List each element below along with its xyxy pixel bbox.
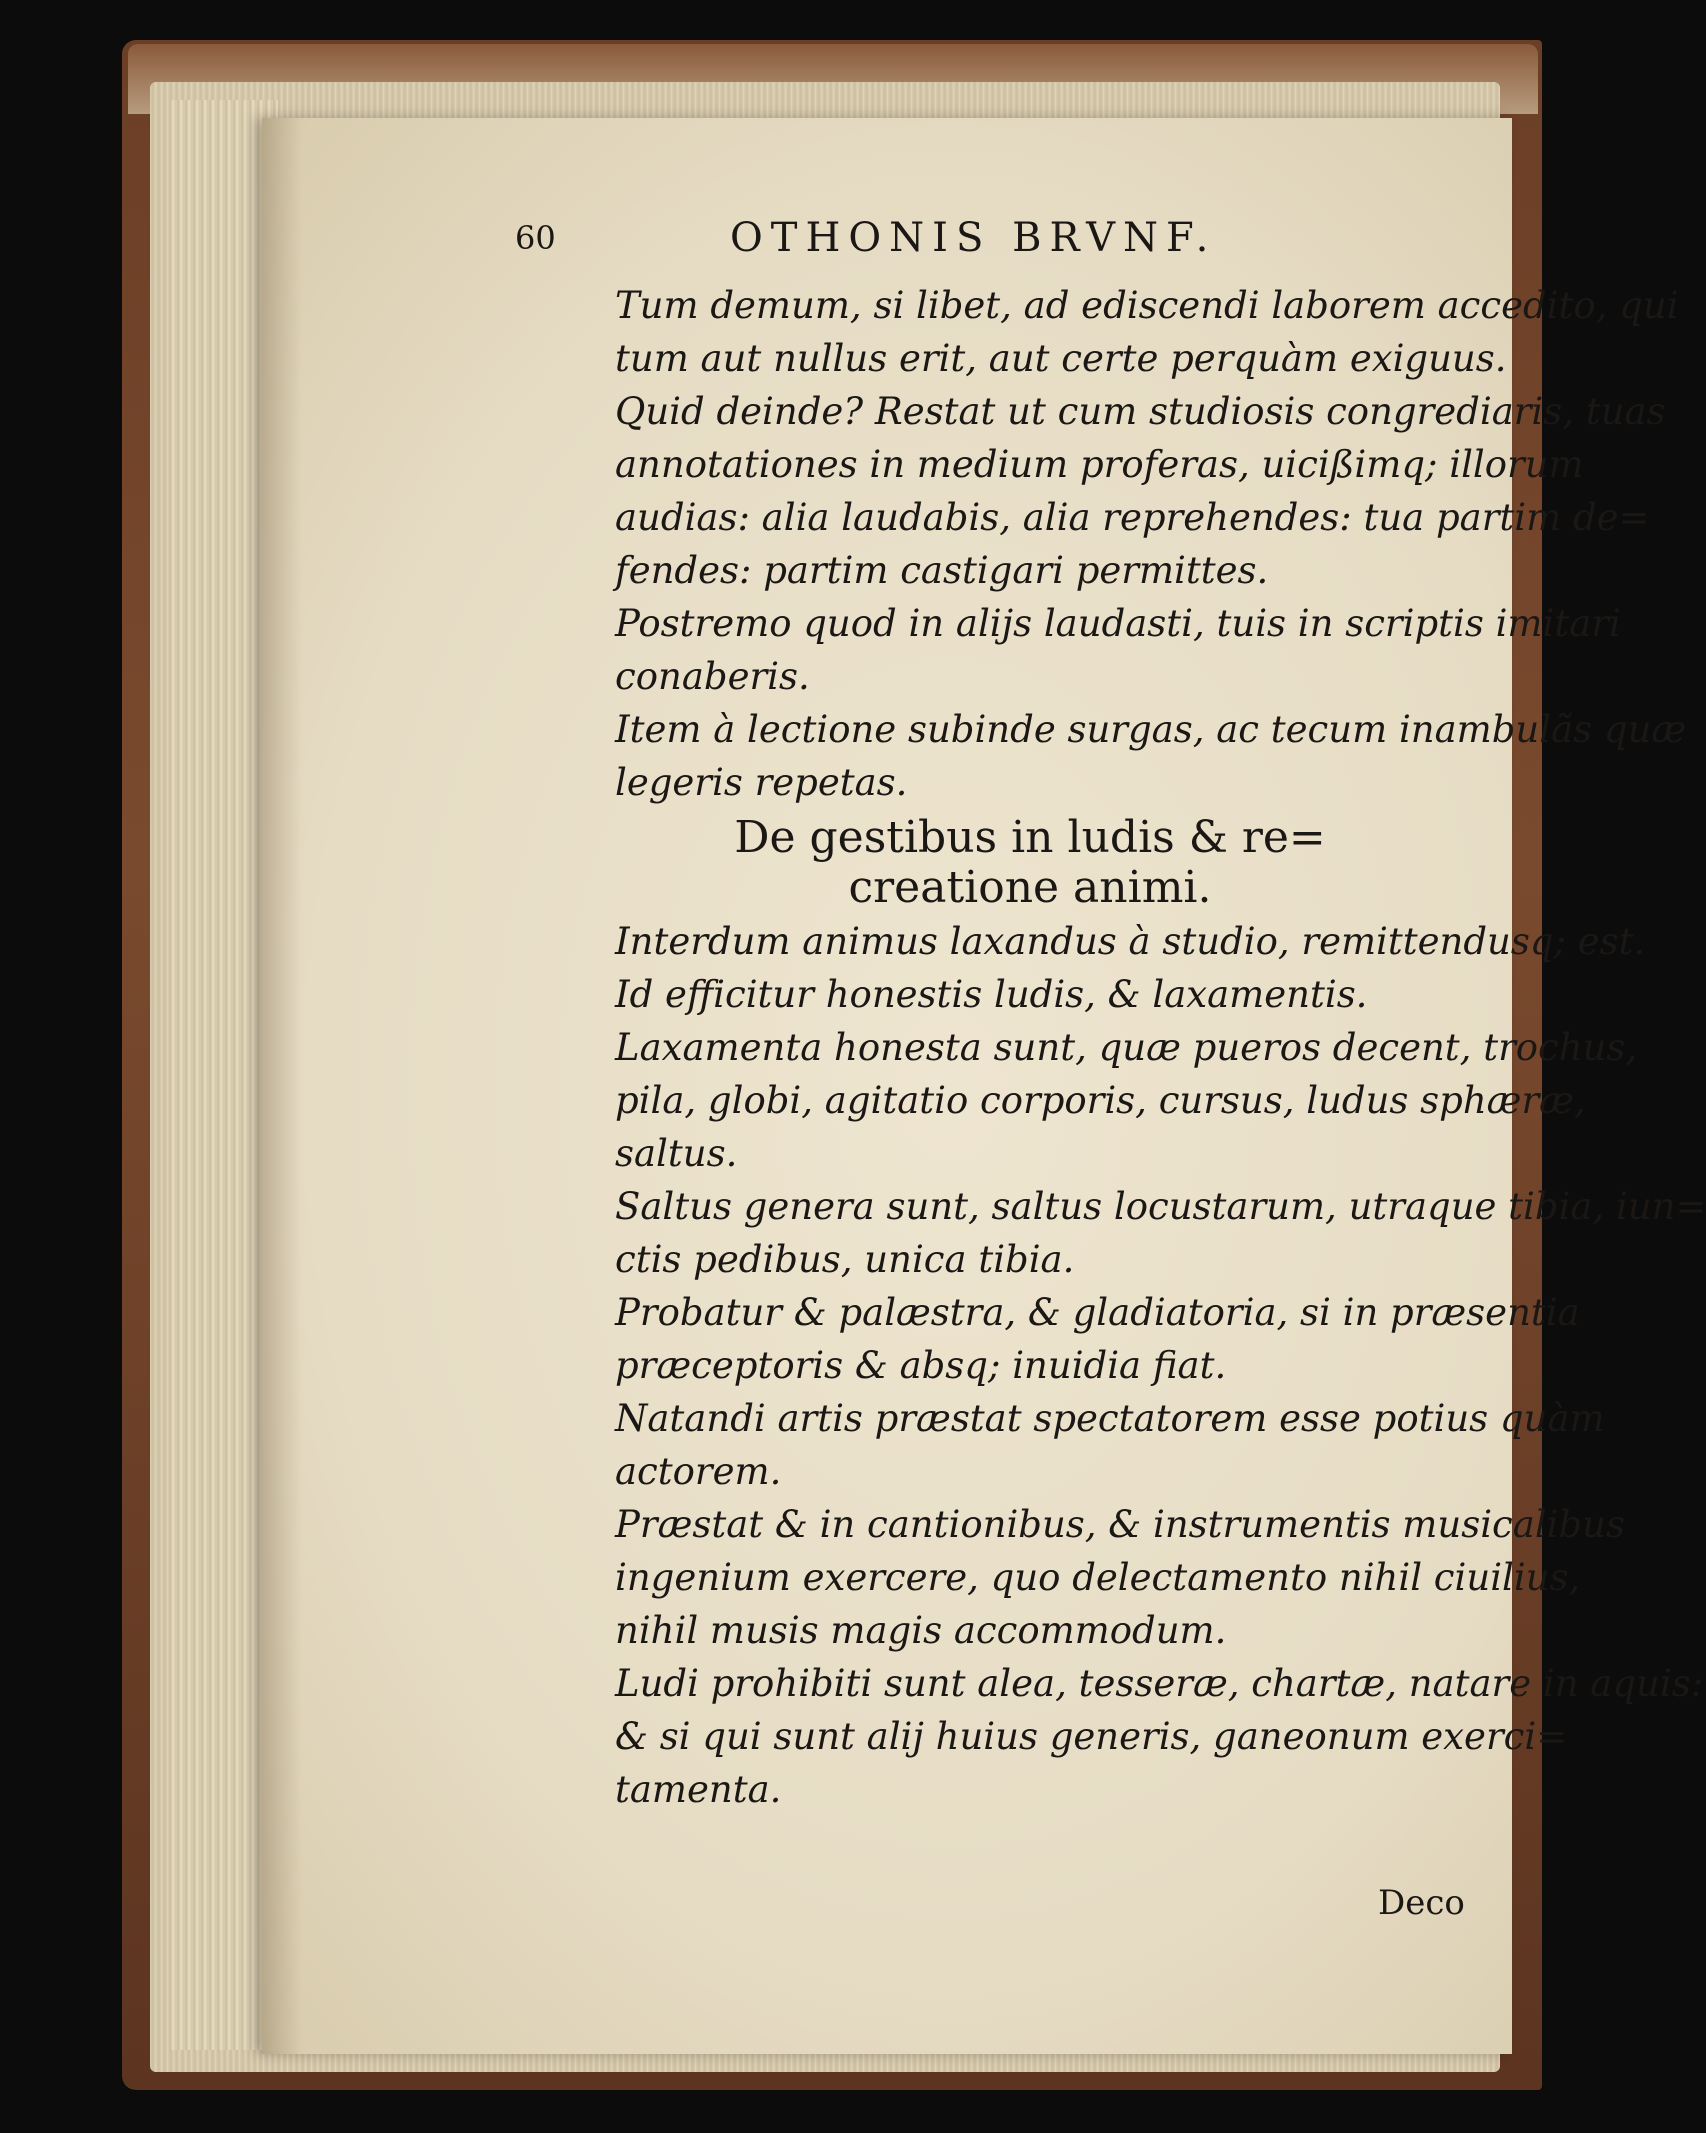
paragraph (310, 1498, 1625, 1657)
paragraph (310, 915, 1646, 968)
text-line: ingenium exercere, quo delectamento nihil ciuilius, (615, 1556, 1581, 1599)
section-heading (310, 813, 1445, 913)
page-gutter-shadow (262, 118, 302, 2054)
text-line: Natandi artis præstat spectatorem esse potius quàm (615, 1397, 1605, 1440)
text-line: Laxamenta honesta sunt, quæ pueros decent, trochus, (615, 1026, 1638, 1069)
paragraph (310, 1180, 1706, 1286)
text-line: Postremo quod in alijs laudasti, tuis in scriptis imitari (615, 602, 1621, 645)
running-title: OTHONIS BRVNF. (730, 215, 1217, 261)
text-line: saltus. (615, 1132, 738, 1175)
catchword: Deco (1378, 1883, 1465, 1923)
heading-line: De gestibus in ludis & re= (734, 812, 1326, 863)
heading-line: creatione animi. (848, 862, 1212, 913)
text-line: Item à lectione subinde surgas, ac tecum inambulãs quæ (615, 708, 1687, 751)
text-line: legeris repetas. (615, 761, 908, 804)
text-line: Probatur & palæstra, & gladiatoria, si in præsentia (615, 1291, 1580, 1334)
text-line: tum aut nullus erit, aut certe perquàm exiguus. (615, 337, 1507, 380)
paragraph (310, 1657, 1704, 1816)
paragraph (310, 968, 1443, 1021)
paragraph (310, 1286, 1580, 1392)
text-line: Saltus genera sunt, saltus locustarum, utraque tibia, iun= (615, 1185, 1706, 1228)
text-line: ctis pedibus, unica tibia. (615, 1238, 1075, 1281)
paragraph (310, 385, 1666, 597)
text-line: pila, globi, agitatio corporis, cursus, ludus sphæræ, (615, 1079, 1586, 1122)
text-line: Ludi prohibiti sunt alea, tesseræ, chartæ, natare in aquis: (615, 1662, 1704, 1705)
text-line: Id efficitur honestis ludis, & laxamentis. (615, 973, 1368, 1016)
text-line: audias: alia laudabis, alia reprehendes: tua partim de= (615, 496, 1650, 539)
text-line: fendes: partim castigari permittes. (615, 549, 1269, 592)
running-head (310, 215, 1455, 271)
text-line: nihil musis magis accommodum. (615, 1609, 1227, 1652)
text-line: Quid deinde? Restat ut cum studiosis congrediaris, tuas (615, 390, 1666, 433)
text-line: actorem. (615, 1450, 782, 1493)
paragraph (310, 279, 1679, 385)
paragraph (310, 1021, 1638, 1180)
text-line: annotationes in medium proferas, uicißimq; illorum (615, 443, 1584, 486)
text-line: Præstat & in cantionibus, & instrumentis musicalibus (615, 1503, 1625, 1546)
paragraphs-before (310, 279, 1687, 809)
page-number: 60 (515, 219, 556, 257)
text-line: Tum demum, si libet, ad ediscendi laborem accedito, qui (615, 284, 1679, 327)
paragraph (310, 597, 1621, 703)
text-line: & si qui sunt alij huius generis, ganeonum exerci= (615, 1715, 1568, 1758)
text-line: Interdum animus laxandus à studio, remittendusq; est. (615, 920, 1646, 963)
paragraphs-after (310, 915, 1706, 1816)
paragraph (310, 703, 1687, 809)
text-line: conaberis. (615, 655, 810, 698)
paragraph (310, 1392, 1605, 1498)
text-line: præceptoris & absq; inuidia fiat. (615, 1344, 1227, 1387)
text-block (310, 215, 1706, 1923)
text-line: tamenta. (615, 1768, 782, 1811)
